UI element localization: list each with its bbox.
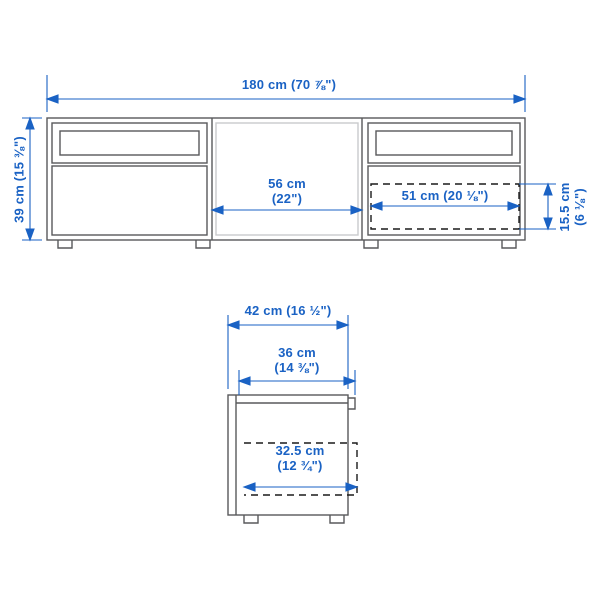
- dimension-label-drawer-height-in: (6 ⅛"): [572, 188, 587, 226]
- dimension-lines: [22, 75, 556, 491]
- dimension-label-open-compartment-width-cm: 56 cm: [268, 176, 306, 191]
- dimension-label-overall-height: 39 cm (15 ⅜"): [11, 136, 27, 223]
- dimension-label-overall-depth: 42 cm (16 ½"): [244, 303, 332, 318]
- dimension-label-open-compartment-width-in: (22"): [271, 191, 303, 206]
- dimension-label-inner-depth-cm: 36 cm: [278, 345, 316, 360]
- dimension-label-open-compartment-width: [227, 176, 347, 206]
- dimension-label-drawer-depth-in: (12 ¾"): [277, 458, 323, 473]
- dimension-label-drawer-width: 51 cm (20 ⅛"): [401, 188, 489, 203]
- dimension-label-drawer-depth-cm: 32.5 cm: [275, 443, 325, 458]
- dimension-label-drawer-height-cm: 15.5 cm: [557, 182, 572, 232]
- dimension-label-drawer-depth: [240, 443, 360, 473]
- dimension-label-inner-depth-in: (14 ⅜"): [274, 360, 320, 375]
- dimension-label-inner-depth: [237, 345, 357, 375]
- dimension-label-drawer-height: [557, 152, 587, 262]
- dimension-label-overall-width: 180 cm (70 ⅞"): [241, 77, 337, 92]
